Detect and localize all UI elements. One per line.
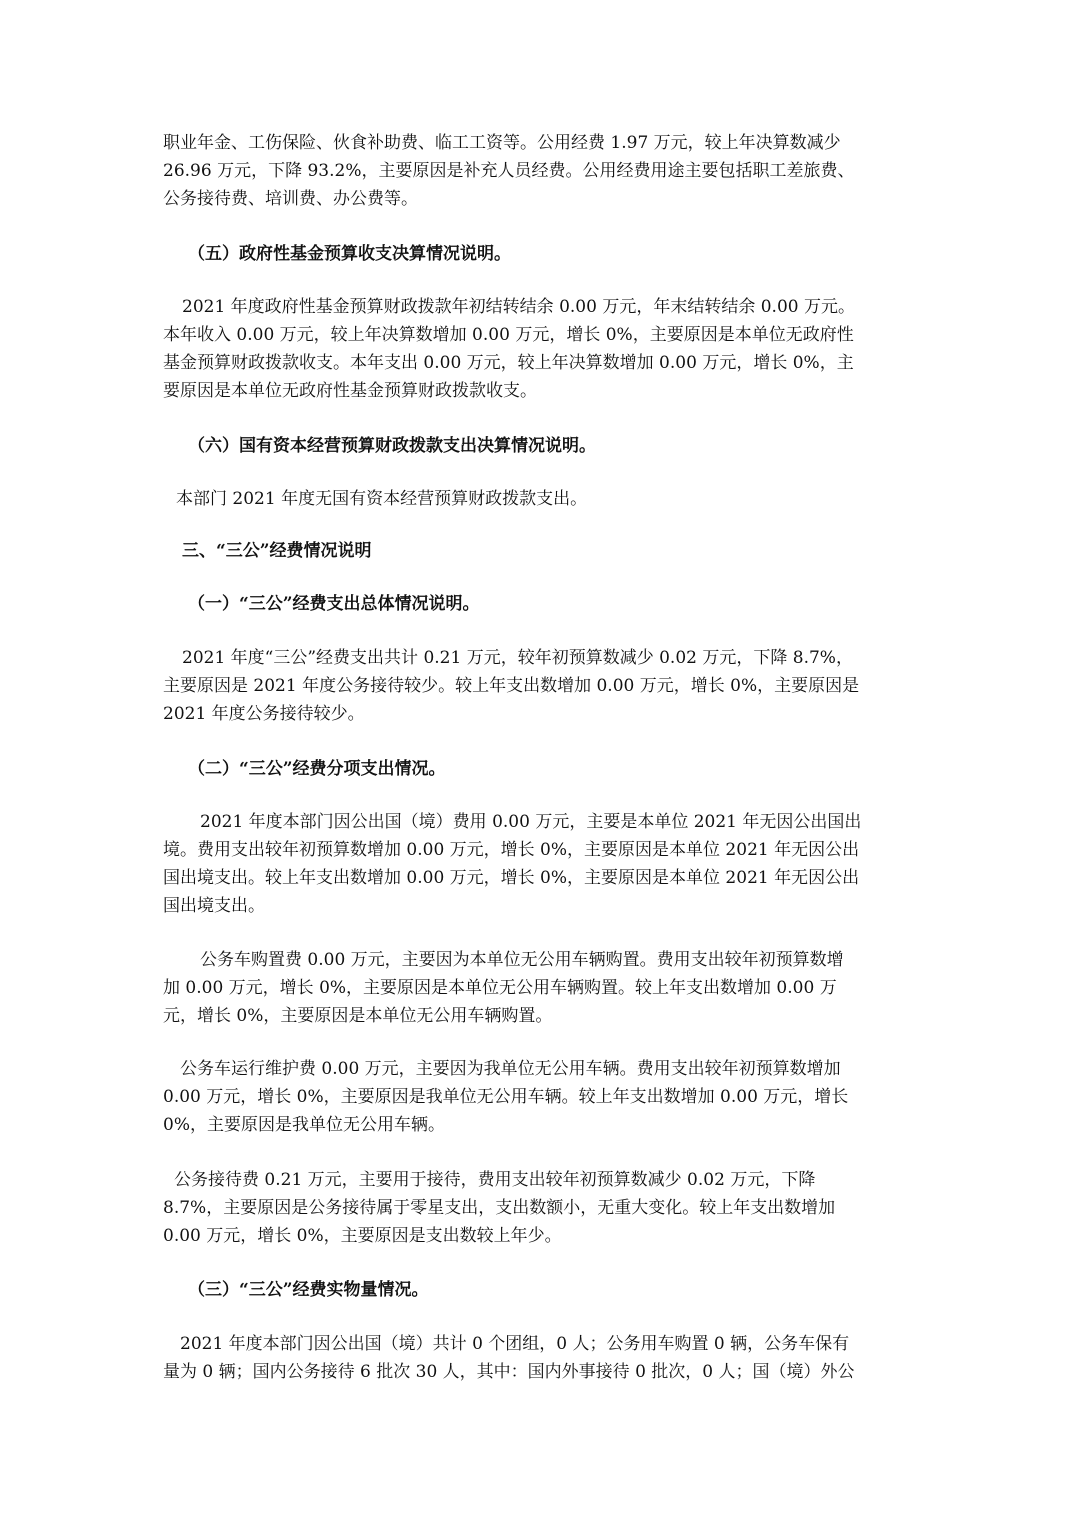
paragraph-line: 加 0.00 万元，增长 0%，主要原因是本单位无公用车辆购置。较上年支出数增加 0.00 万 [163,978,837,998]
section-heading-five: （五）政府性基金预算收支决算情况说明。 [188,244,511,264]
paragraph-line: 职业年金、工伤保险、伙食补助费、临工工资等。公用经费 1.97 万元，较上年决算数减少 [163,133,841,153]
subsection-heading-two: （二）“三公”经费分项支出情况。 [188,759,446,779]
paragraph-line: 2021 年度政府性基金预算财政拨款年初结转结余 0.00 万元，年末结转结余 0.00 万元。 [182,297,855,317]
paragraph-line: 公务接待费、培训费、办公费等。 [163,189,418,209]
paragraph-line: 元，增长 0%，主要原因是本单位无公用车辆购置。 [163,1006,553,1026]
paragraph-line: 0.00 万元，增长 0%，主要原因是我单位无公用车辆。较上年支出数增加 0.00 万元，增长 [163,1087,849,1107]
paragraph-line: 公务车购置费 0.00 万元，主要因为本单位无公用车辆购置。费用支出较年初预算数增 [200,950,844,970]
paragraph-line: 本年收入 0.00 万元，较上年决算数增加 0.00 万元，增长 0%，主要原因是本单位无政府性 [163,325,854,345]
subsection-heading-three: （三）“三公”经费实物量情况。 [188,1280,429,1300]
paragraph-line: 8.7%，主要原因是公务接待属于零星支出，支出数额小，无重大变化。较上年支出数增加 [163,1198,836,1218]
chapter-heading-three: 三、“三公”经费情况说明 [182,541,372,561]
subsection-heading-one: （一）“三公”经费支出总体情况说明。 [188,594,480,614]
paragraph-line: 本部门 2021 年度无国有资本经营预算财政拨款支出。 [176,489,588,509]
paragraph-line: 2021 年度“三公”经费支出共计 0.21 万元，较年初预算数减少 0.02 万元，下降 8.7%， [182,648,853,668]
paragraph-line: 2021 年度本部门因公出国（境）共计 0 个团组，0 人；公务用车购置 0 辆，公务车保有 [180,1334,850,1354]
paragraph-line: 公务接待费 0.21 万元，主要用于接待，费用支出较年初预算数减少 0.02 万元，下降 [174,1170,816,1190]
paragraph-line: 基金预算财政拨款收支。本年支出 0.00 万元，较上年决算数增加 0.00 万元，增长 0%，主 [163,353,854,373]
paragraph-line: 国出境支出。 [163,896,265,916]
paragraph-line: 公务车运行维护费 0.00 万元，主要因为我单位无公用车辆。费用支出较年初预算数增加 [180,1059,841,1079]
paragraph-line: 境。费用支出较年初预算数增加 0.00 万元，增长 0%，主要原因是本单位 2021 年无因公出 [163,840,860,860]
paragraph-line: 主要原因是 2021 年度公务接待较少。较上年支出数增加 0.00 万元，增长 0%，主要原因是 [163,676,860,696]
paragraph-line: 0.00 万元，增长 0%，主要原因是支出数较上年少。 [163,1226,562,1246]
paragraph-line: 要原因是本单位无政府性基金预算财政拨款收支。 [163,381,537,401]
paragraph-line: 26.96 万元，下降 93.2%，主要原因是补充人员经费。公用经费用途主要包括职工差旅费、 [163,161,855,181]
section-heading-six: （六）国有资本经营预算财政拨款支出决算情况说明。 [188,436,596,456]
paragraph-line: 量为 0 辆；国内公务接待 6 批次 30 人，其中：国内外事接待 0 批次，0 人；国（境）外公 [163,1362,855,1382]
paragraph-line: 2021 年度本部门因公出国（境）费用 0.00 万元，主要是本单位 2021 年无因公出国出 [200,812,862,832]
paragraph-line: 2021 年度公务接待较少。 [163,704,365,724]
paragraph-line: 国出境支出。较上年支出数增加 0.00 万元，增长 0%，主要原因是本单位 2021 年无因公出 [163,868,860,888]
paragraph-line: 0%，主要原因是我单位无公用车辆。 [163,1115,445,1135]
